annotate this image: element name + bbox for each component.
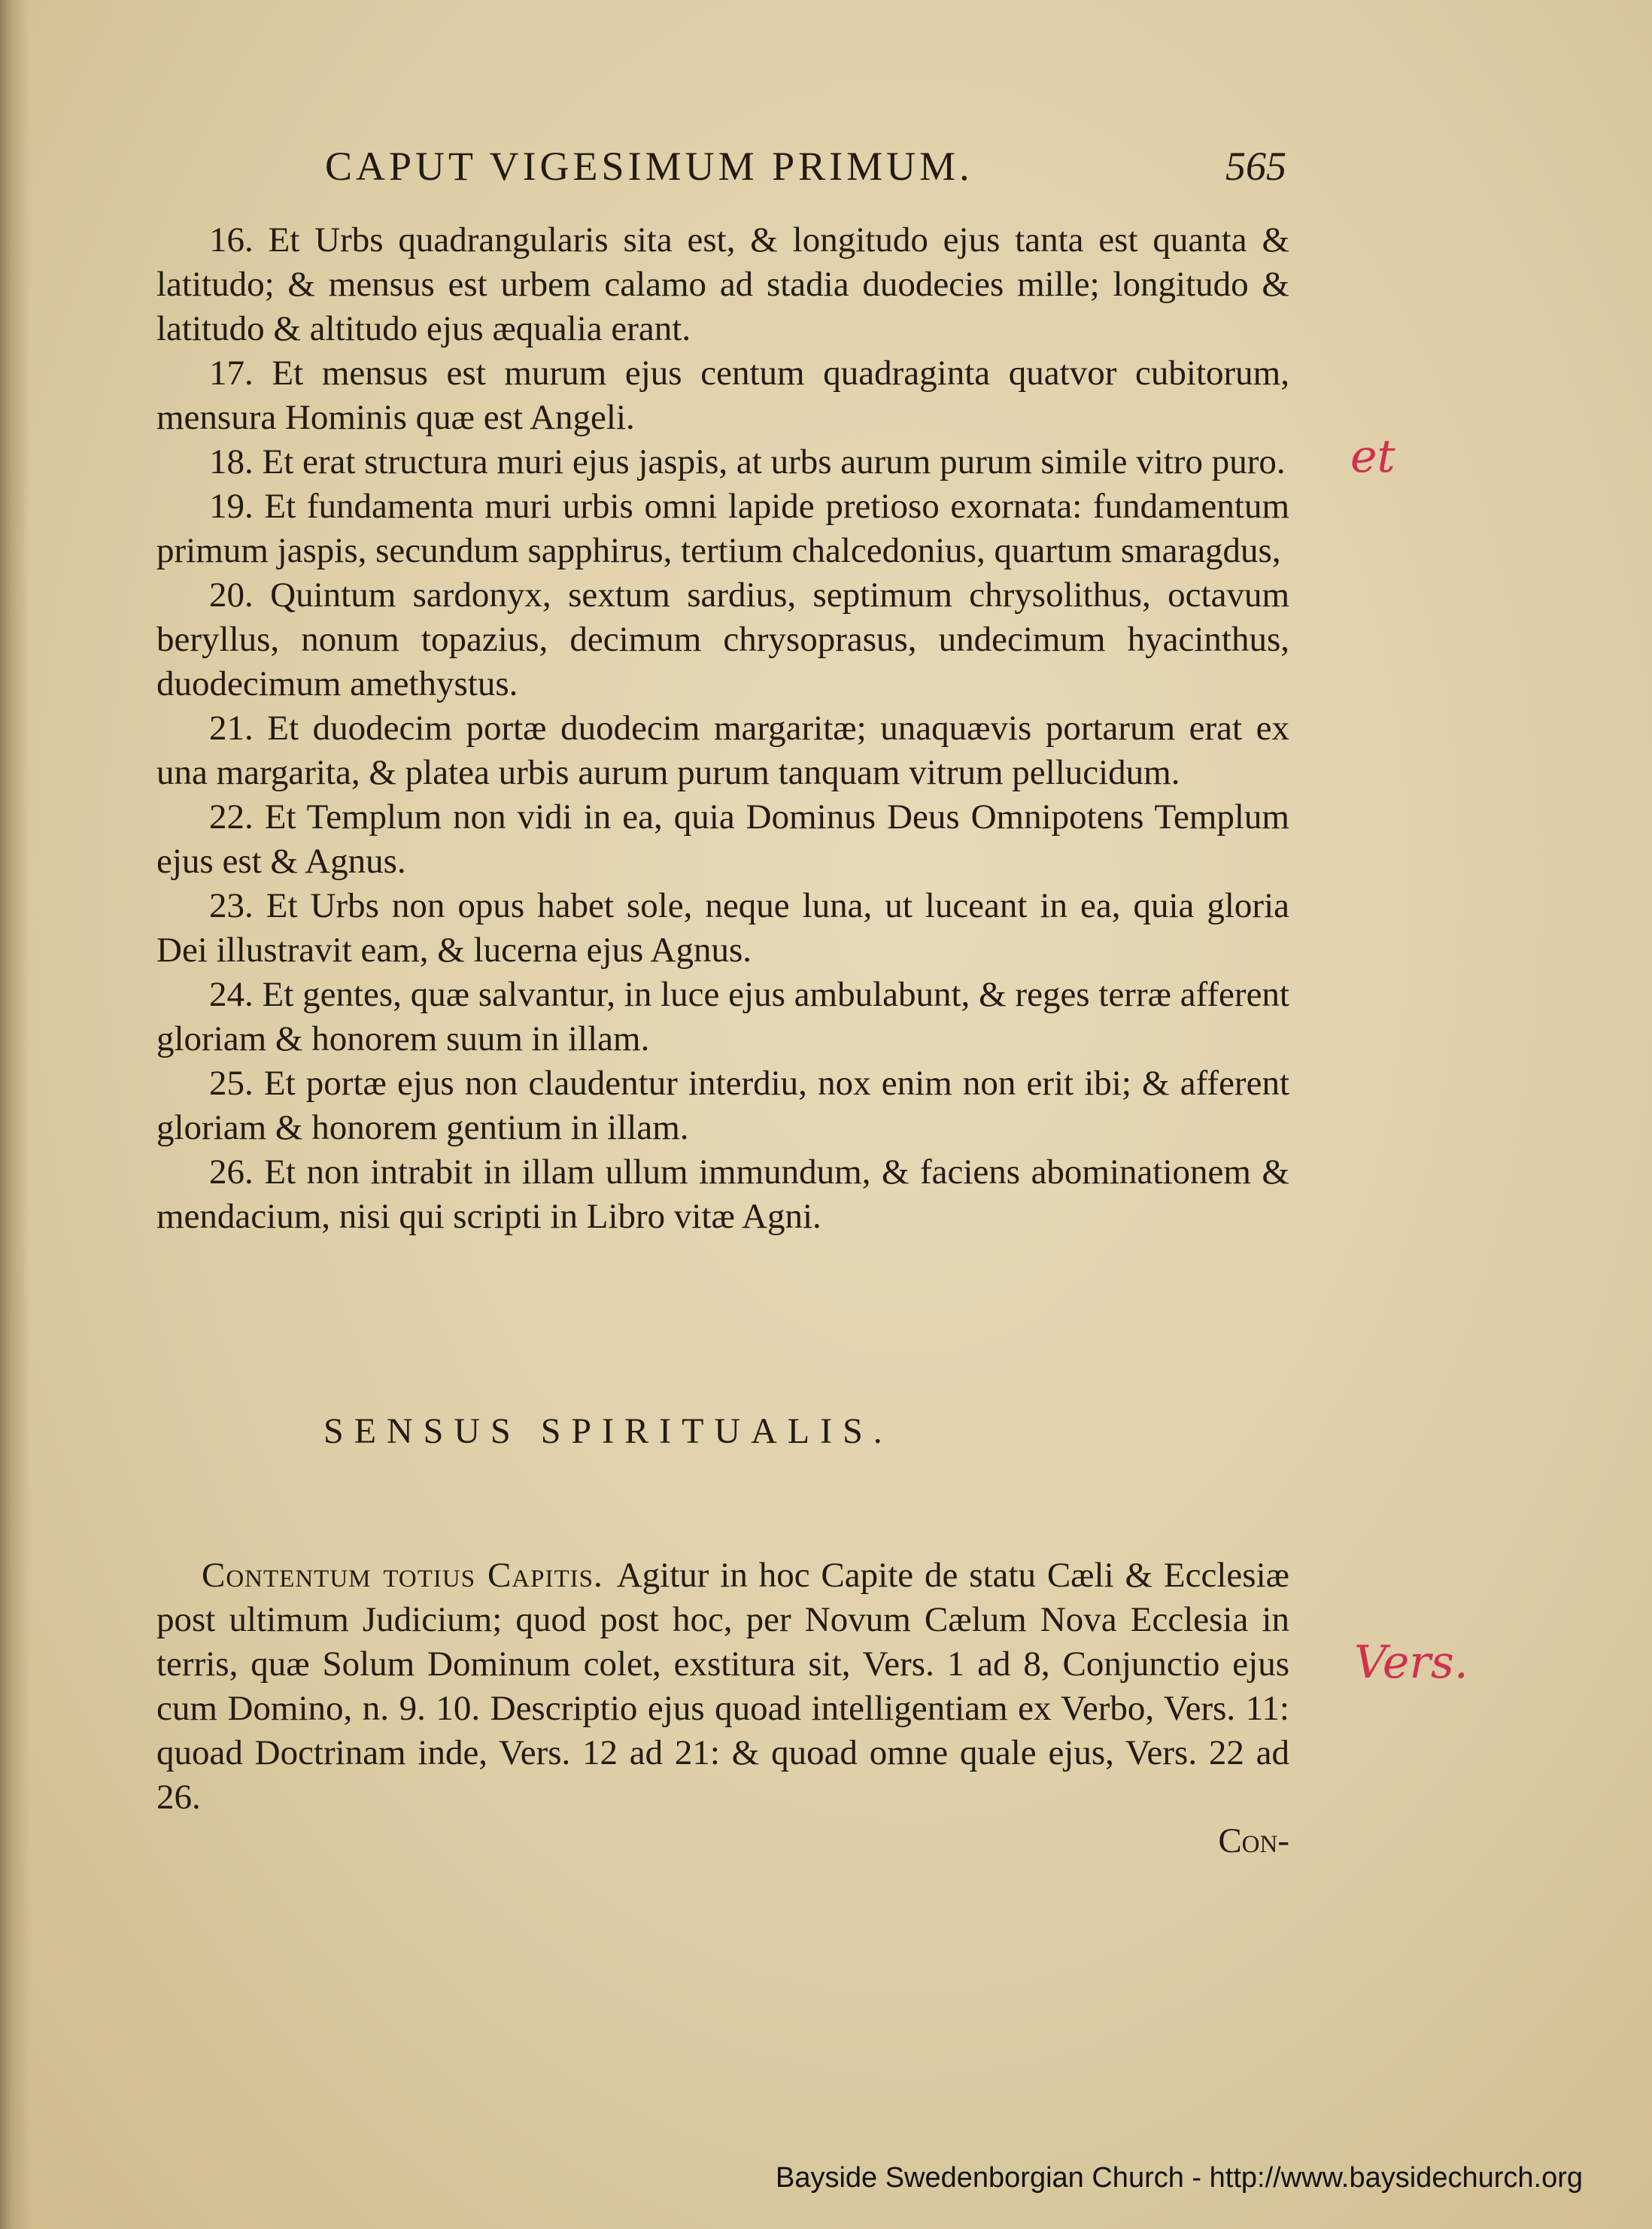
- summary-heading: Contentum totius Capitis.: [202, 1556, 603, 1595]
- summary-text: Agitur in hoc Capite de statu Cæli & Ecclesiæ post ultimum Judicium; quod post hoc, per Novum Cælum Nova Ecclesia in terris, quæ Solum Dominum colet, exstitura sit, Vers. 1 ad 8, Conjunctio ejus cum Domino, n. 9. 10. Descriptio ejus quoad intelligentiam ex Verbo, Vers. 11: quoad Doctrinam inde, Vers. 12 ad 21: & quoad omne quale ejus, Vers. 22 ad 26.: [156, 1556, 1289, 1817]
- running-title: CAPUT VIGESIMUM PRIMUM.: [325, 144, 973, 189]
- margin-note-vers: Vers.: [1354, 1636, 1468, 1689]
- verse-list: [156, 218, 1289, 1239]
- verse-24: 24. Et gentes, quæ salvantur, in luce ejus ambulabunt, & reges terræ afferent gloriam & honorem suum in illam.: [156, 975, 1289, 1058]
- verse-17: 17. Et mensus est murum ejus centum quadraginta quatvor cubitorum, mensura Hominis quæ est Angeli.: [156, 354, 1289, 437]
- page-header: [316, 143, 1286, 211]
- verse-19: 19. Et fundamenta muri urbis omni lapide pretioso exornata: fundamentum primum jaspis, secundum sapphirus, tertium chalcedonius, quartum smaragdus,: [156, 487, 1289, 570]
- watermark-caption: Bayside Swedenborgian Church - http://www.baysidechurch.org: [775, 2162, 1583, 2194]
- chapter-summary: [156, 1553, 1289, 1820]
- margin-note-et: et: [1350, 430, 1395, 483]
- verse-26: 26. Et non intrabit in illam ullum immundum, & faciens abominationem & mendacium, nisi qui scripti in Libro vitæ Agni.: [156, 1152, 1289, 1236]
- verse-23: 23. Et Urbs non opus habet sole, neque luna, ut luceant in ea, quia gloria Dei illustravit eam, & lucerna ejus Agnus.: [156, 886, 1289, 970]
- page-number: 565: [1225, 144, 1286, 189]
- verse-16: 16. Et Urbs quadrangularis sita est, & longitudo ejus tanta est quanta & latitudo; & mensus est urbem calamo ad stadia duodecies mille; longitudo & latitudo & altitudo ejus æqualia erant.: [156, 220, 1289, 348]
- verse-21: 21. Et duodecim portæ duodecim margaritæ; unaquævis portarum erat ex una margarita, & platea urbis aurum purum tanquam vitrum pellucidum.: [156, 709, 1289, 792]
- page-gutter-shadow: [0, 0, 30, 2229]
- verse-18: 18. Et erat structura muri ejus jaspis, at urbs aurum purum simile vitro puro.: [209, 442, 1286, 481]
- verse-22: 22. Et Templum non vidi in ea, quia Dominus Deus Omnipotens Templum ejus est & Agnus.: [156, 797, 1289, 881]
- verse-25: 25. Et portæ ejus non claudentur interdiu, nox enim non erit ibi; & afferent gloriam & honorem gentium in illam.: [156, 1064, 1289, 1147]
- section-title: SENSUS SPIRITUALIS.: [323, 1411, 893, 1451]
- catchword: Con-: [1218, 1821, 1289, 1860]
- verse-20: 20. Quintum sardonyx, sextum sardius, septimum chrysolithus, octavum beryllus, nonum topazius, decimum chrysoprasus, undecimum hyacinthus, duodecimum amethystus.: [156, 575, 1289, 703]
